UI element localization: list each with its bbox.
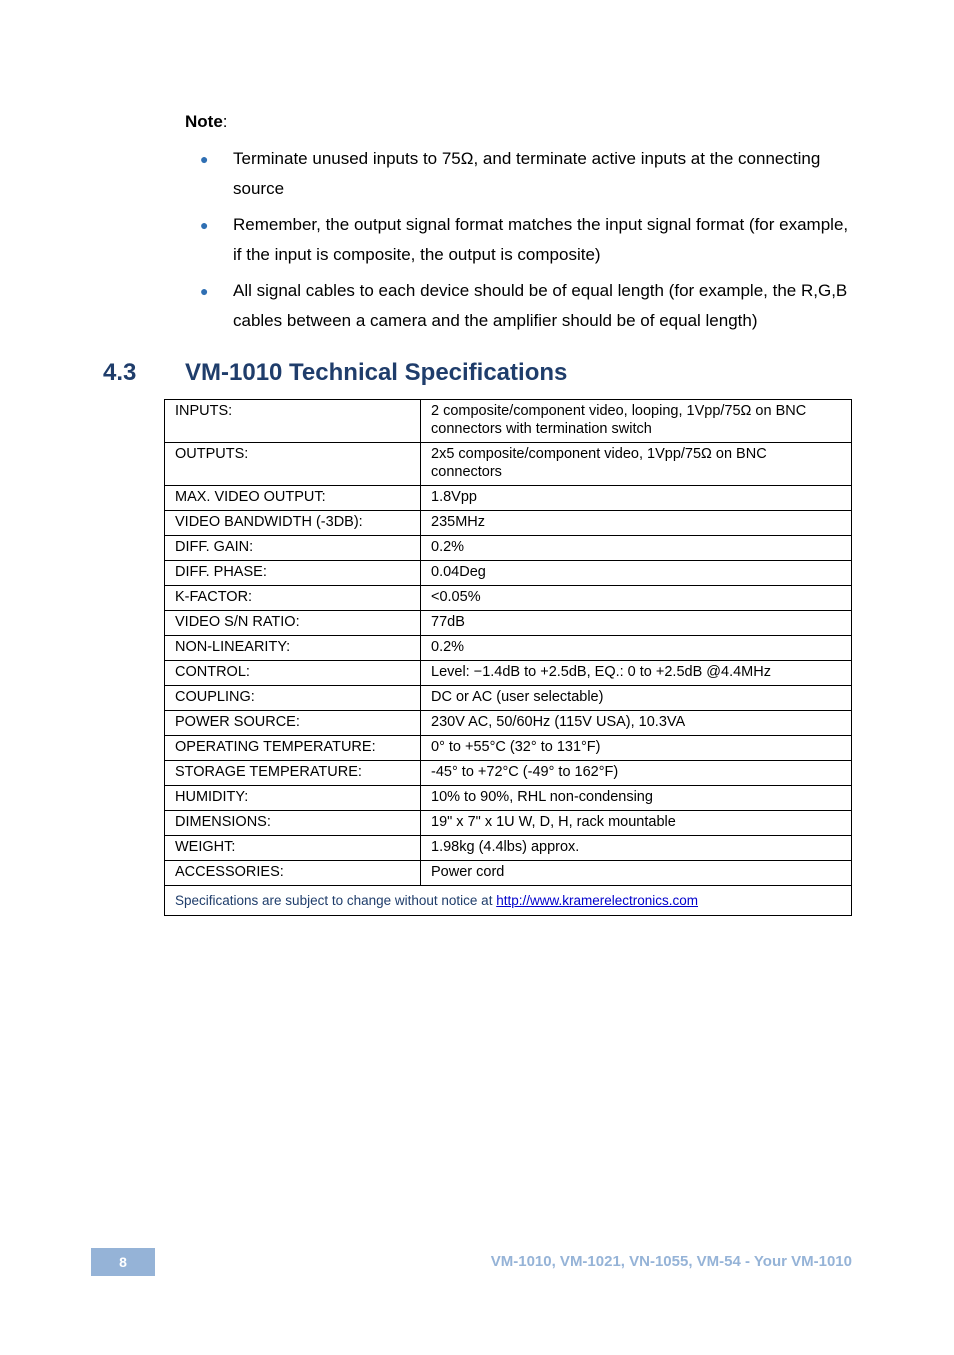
section-title: VM-1010 Technical Specifications [185, 359, 568, 386]
bullet-icon: ● [200, 283, 209, 299]
table-row [165, 536, 852, 561]
spec-value: 235MHz [421, 511, 852, 536]
spec-value: 1.98kg (4.4lbs) approx. [421, 836, 852, 861]
table-row [165, 761, 852, 786]
spec-label: POWER SOURCE: [165, 711, 421, 736]
spec-label: VIDEO S/N RATIO: [165, 611, 421, 636]
table-footer-row [165, 886, 852, 916]
kramer-website-link[interactable]: http://www.kramerelectronics.com [496, 893, 699, 908]
spec-label: DIMENSIONS: [165, 811, 421, 836]
table-row [165, 611, 852, 636]
spec-label: INPUTS: [165, 400, 421, 443]
section-number: 4.3 [103, 359, 137, 386]
note-item: ● Terminate unused inputs to 75Ω, and terminate active inputs at the connecting source [200, 144, 860, 204]
table-row [165, 736, 852, 761]
spec-label: DIFF. GAIN: [165, 536, 421, 561]
spec-label: HUMIDITY: [165, 786, 421, 811]
spec-value: 19" x 7" x 1U W, D, H, rack mountable [421, 811, 852, 836]
spec-table [164, 399, 852, 916]
table-row [165, 711, 852, 736]
spec-value: 77dB [421, 611, 852, 636]
spec-value: <0.05% [421, 586, 852, 611]
spec-value: 1.8Vpp [421, 486, 852, 511]
spec-value: 0.2% [421, 636, 852, 661]
table-row [165, 561, 852, 586]
table-row [165, 836, 852, 861]
spec-label: CONTROL: [165, 661, 421, 686]
spec-label: WEIGHT: [165, 836, 421, 861]
table-row [165, 661, 852, 686]
spec-value: Level: −1.4dB to +2.5dB, EQ.: 0 to +2.5dB @4.4MHz [421, 661, 852, 686]
spec-label: K-FACTOR: [165, 586, 421, 611]
table-row [165, 511, 852, 536]
note-list [200, 144, 860, 342]
spec-label: VIDEO BANDWIDTH (-3DB): [165, 511, 421, 536]
spec-label: COUPLING: [165, 686, 421, 711]
table-row [165, 861, 852, 886]
spec-value: 0° to +55°C (32° to 131°F) [421, 736, 852, 761]
spec-label: OPERATING TEMPERATURE: [165, 736, 421, 761]
spec-value: DC or AC (user selectable) [421, 686, 852, 711]
spec-label: OUTPUTS: [165, 443, 421, 486]
spec-label: NON-LINEARITY: [165, 636, 421, 661]
table-row [165, 486, 852, 511]
spec-value: 0.2% [421, 536, 852, 561]
section-heading [103, 359, 567, 387]
table-row [165, 400, 852, 443]
spec-value: 2x5 composite/component video, 1Vpp/75Ω on BNC connectors [421, 443, 852, 486]
table-row [165, 443, 852, 486]
spec-label: DIFF. PHASE: [165, 561, 421, 586]
table-row [165, 786, 852, 811]
spec-value: 2 composite/component video, looping, 1Vpp/75Ω on BNC connectors with termination switch [421, 400, 852, 443]
spec-value: 10% to 90%, RHL non-condensing [421, 786, 852, 811]
page-number: 8 [91, 1248, 155, 1276]
spec-label: STORAGE TEMPERATURE: [165, 761, 421, 786]
spec-footnote: Specifications are subject to change without notice at http://www.kramerelectronics.com [165, 886, 852, 916]
footer-title: VM-1010, VM-1021, VN-1055, VM-54 - Your VM-1010 [490, 1253, 852, 1270]
table-row [165, 636, 852, 661]
table-row [165, 586, 852, 611]
spec-label: ACCESSORIES: [165, 861, 421, 886]
bullet-icon: ● [200, 151, 209, 167]
note-label: Note: [185, 112, 228, 131]
spec-value: Power cord [421, 861, 852, 886]
spec-value: 230V AC, 50/60Hz (115V USA), 10.3VA [421, 711, 852, 736]
table-row [165, 811, 852, 836]
spec-value: 0.04Deg [421, 561, 852, 586]
bullet-icon: ● [200, 217, 209, 233]
spec-label: MAX. VIDEO OUTPUT: [165, 486, 421, 511]
spec-value: -45° to +72°C (-49° to 162°F) [421, 761, 852, 786]
note-item: ● Remember, the output signal format matches the input signal format (for example, if the input is composite, the output is composite) [200, 210, 860, 270]
note-item: ● All signal cables to each device should be of equal length (for example, the R,G,B cables between a camera and the amplifier should be of equal length) [200, 276, 860, 336]
table-row [165, 686, 852, 711]
